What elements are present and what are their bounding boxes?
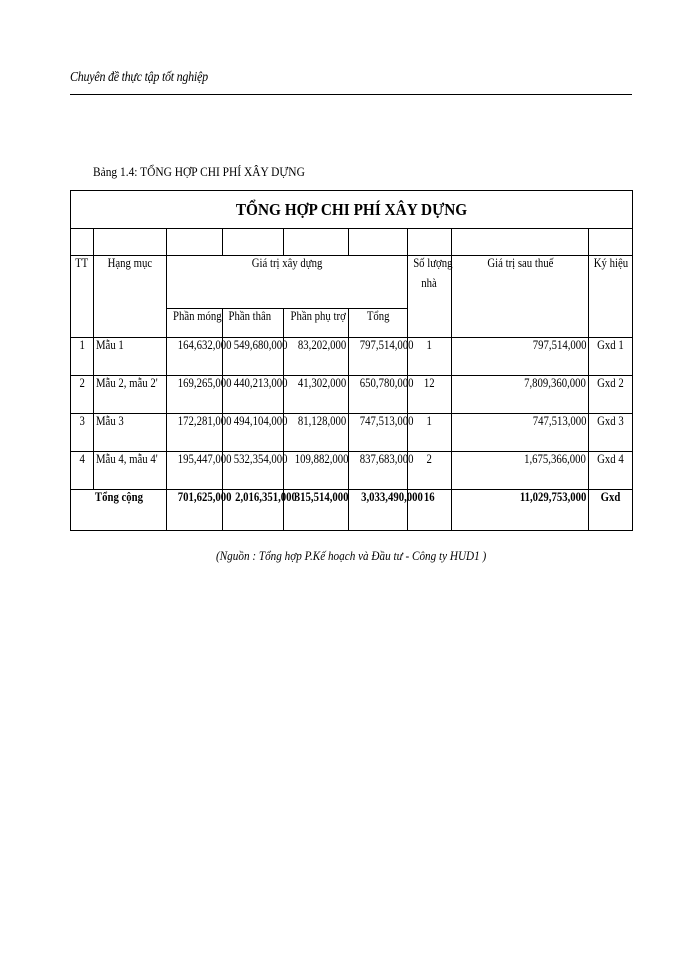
- table-row: [71, 452, 633, 490]
- construction-cost-table: [70, 190, 633, 531]
- cell-tt: 1: [71, 338, 94, 376]
- cell-body: 494,104,000: [223, 414, 284, 452]
- cell-count: 2: [408, 452, 452, 490]
- cell-code: Gxd 1: [589, 338, 633, 376]
- cell-tt: 4: [71, 452, 94, 490]
- cell-total: 797,514,000: [349, 338, 408, 376]
- table-row: [71, 338, 633, 376]
- header-construction-value: Giá trị xây dựng: [167, 256, 408, 309]
- cell-foundation: 172,281,000: [167, 414, 223, 452]
- header-after-tax: Giá trị sau thuế: [452, 256, 589, 338]
- cell-count: 1: [408, 338, 452, 376]
- cell-code: Gxd 4: [589, 452, 633, 490]
- running-header: Chuyên đề thực tập tốt nghiệp: [70, 70, 208, 85]
- totals-foundation: 701,625,000: [167, 490, 223, 531]
- cell-code: Gxd 3: [589, 414, 633, 452]
- cell-auxiliary: 81,128,000: [284, 414, 349, 452]
- table-row: [71, 376, 633, 414]
- totals-total: 3,033,490,000: [349, 490, 408, 531]
- cell-after-tax: 797,514,000: [452, 338, 589, 376]
- cell-item: Mẫu 3: [94, 414, 167, 452]
- header-total: Tổng: [349, 309, 408, 338]
- totals-body: 2,016,351,000: [223, 490, 284, 531]
- cell-item: Mẫu 4, mẫu 4': [94, 452, 167, 490]
- cell-foundation: 164,632,000: [167, 338, 223, 376]
- header-row: [71, 256, 633, 309]
- blank-row: [71, 229, 633, 256]
- cell-body: 549,680,000: [223, 338, 284, 376]
- header-auxiliary: Phần phụ trợ: [284, 309, 349, 338]
- header-rule: [70, 94, 632, 95]
- cell-total: 747,513,000: [349, 414, 408, 452]
- cell-after-tax: 747,513,000: [452, 414, 589, 452]
- header-code: Ký hiệu: [589, 256, 633, 338]
- header-tt: TT: [71, 256, 94, 338]
- cell-auxiliary: 83,202,000: [284, 338, 349, 376]
- cell-after-tax: 7,809,360,000: [452, 376, 589, 414]
- header-body: Phần thân: [223, 309, 284, 338]
- source-note: (Nguồn : Tổng hợp P.Kế hoạch và Đầu tư - Công ty HUD1 ): [215, 548, 487, 563]
- cell-foundation: 195,447,000: [167, 452, 223, 490]
- cell-auxiliary: 41,302,000: [284, 376, 349, 414]
- totals-count: 16: [408, 490, 452, 531]
- totals-label: Tổng cộng: [71, 490, 167, 531]
- cell-total: 650,780,000: [349, 376, 408, 414]
- totals-after-tax: 11,029,753,000: [452, 490, 589, 531]
- cell-body: 440,213,000: [223, 376, 284, 414]
- cell-item: Mẫu 1: [94, 338, 167, 376]
- totals-auxiliary: 315,514,000: [284, 490, 349, 531]
- cell-auxiliary: 109,882,000: [284, 452, 349, 490]
- header-foundation: Phần móng: [167, 309, 223, 338]
- cell-tt: 3: [71, 414, 94, 452]
- cell-total: 837,683,000: [349, 452, 408, 490]
- cell-code: Gxd 2: [589, 376, 633, 414]
- totals-code: Gxd: [589, 490, 633, 531]
- table-title: TỔNG HỢP CHI PHÍ XÂY DỰNG: [71, 191, 633, 229]
- header-item: Hạng mục: [94, 256, 167, 338]
- cell-count: 1: [408, 414, 452, 452]
- cell-tt: 2: [71, 376, 94, 414]
- cell-foundation: 169,265,000: [167, 376, 223, 414]
- cell-body: 532,354,000: [223, 452, 284, 490]
- table-row: [71, 414, 633, 452]
- cell-count: 12: [408, 376, 452, 414]
- cell-after-tax: 1,675,366,000: [452, 452, 589, 490]
- header-house-count: Số lượng nhà: [408, 256, 452, 338]
- totals-row: [71, 490, 633, 531]
- cell-item: Mẫu 2, mẫu 2': [94, 376, 167, 414]
- table-caption: Bảng 1.4: TỔNG HỢP CHI PHÍ XÂY DỰNG: [93, 164, 305, 179]
